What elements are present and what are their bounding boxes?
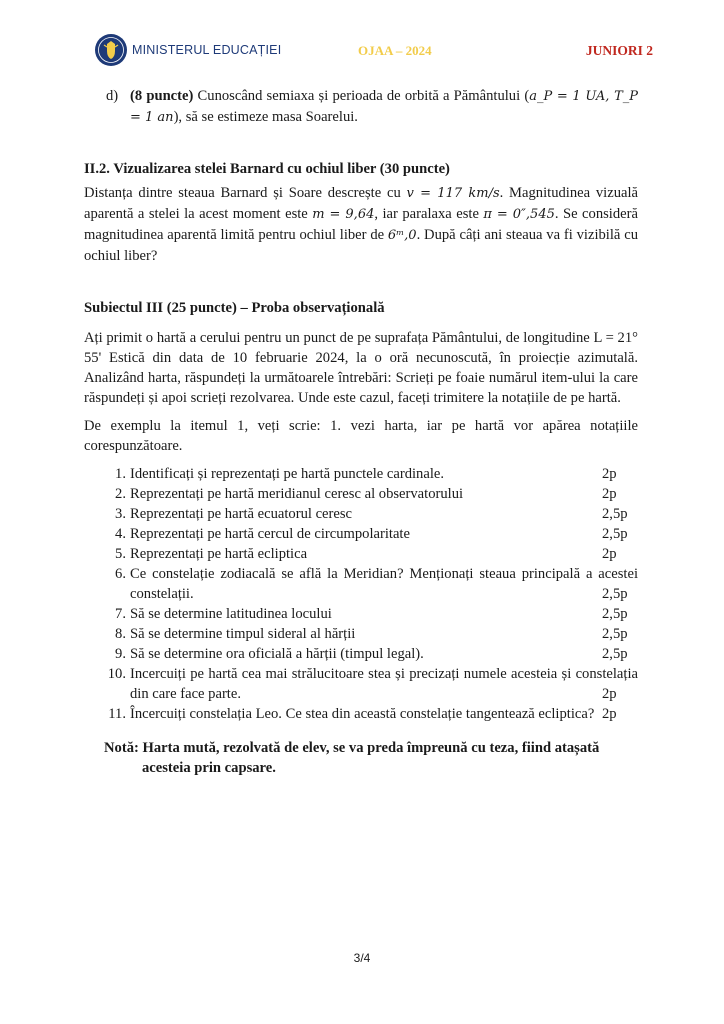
ii2-text-4: . Se consideră magnitudinea aparentă limită pentru ochiul liber de xyxy=(84,206,638,243)
item-points: (8 puncte) xyxy=(130,88,194,104)
ii2-magnitude: m = 9,64 xyxy=(312,207,375,222)
task-points: 2p xyxy=(602,486,617,502)
ii2-text-1: Distanța dintre steaua Barnard și Soare descrește cu xyxy=(84,185,407,201)
task-item xyxy=(84,564,638,604)
task-item xyxy=(84,464,638,484)
task-list xyxy=(84,464,638,724)
task-points: 2,5p xyxy=(602,526,628,542)
task-number: 11. xyxy=(108,706,126,722)
task-number: 10. xyxy=(107,666,126,682)
task-points: 2p xyxy=(602,706,617,722)
task-item xyxy=(84,604,638,624)
section-iii-intro: Ați primit o hartă a cerului pentru un punct de pe suprafața Pământului, de longitudine L = 21° 55' Estică din data de 10 februarie 2024, la o oră necunoscută, în proiecție azimutală. Analizând harta, răspundeți la următoarele întrebări: Scrieți pe foaie numărul item-ului la care răspundeți și apoi scrieți rezolvarea. Unde este cazul, faceți trimitere la notațiile de pe hartă. xyxy=(84,330,638,406)
ii2-velocity: v = 117 km/s xyxy=(406,186,500,201)
section-ii2-text xyxy=(84,183,638,266)
task-item xyxy=(84,524,638,544)
task-item xyxy=(84,484,638,504)
task-number: 6. xyxy=(115,566,126,582)
section-iii-example: De exemplu la itemul 1, veți scrie: 1. vezi harta, iar pe hartă vor apărea notațiile corespunzătoare. xyxy=(84,418,638,454)
task-item xyxy=(84,644,638,664)
task-number: 8. xyxy=(115,626,126,642)
page-content xyxy=(84,86,638,778)
task-points: 2,5p xyxy=(602,606,628,622)
ii2-parallax: π = 0″,545 xyxy=(483,207,555,222)
note-line-2: acesteia prin capsare. xyxy=(142,760,276,776)
ii2-text-3: , iar paralaxa este xyxy=(374,206,484,222)
ii2-limit: 6ᵐ,0 xyxy=(387,228,417,243)
item-text-1: Cunoscând semiaxa și perioada de orbită a Pământului ( xyxy=(193,88,530,104)
task-item xyxy=(84,504,638,524)
task-text: Reprezentați pe hartă ecuatorul ceresc xyxy=(130,506,353,522)
page-header xyxy=(90,30,653,70)
page-number: 3/4 xyxy=(353,951,371,965)
task-points: 2,5p xyxy=(602,506,628,522)
task-text: Încercuiți constelația Leo. Ce stea din această constelație tangentează ecliptica? xyxy=(130,706,595,722)
task-item xyxy=(84,624,638,644)
task-number: 1. xyxy=(115,466,126,482)
task-text: Reprezentați pe hartă ecliptica xyxy=(130,546,308,562)
olympiad-title: OJAA – 2024 xyxy=(358,43,432,58)
task-item xyxy=(84,704,638,724)
section-ii2-title: II.2. Vizualizarea stelei Barnard cu ochiul liber (30 puncte) xyxy=(84,161,450,177)
task-points: 2,5p xyxy=(602,626,628,642)
ministry-logo xyxy=(94,33,281,67)
task-number: 5. xyxy=(115,546,126,562)
ministry-name: MINISTERUL EDUCAȚIEI xyxy=(132,43,282,57)
task-number: 4. xyxy=(115,526,126,542)
task-number: 7. xyxy=(115,606,126,622)
coat-of-arms-icon xyxy=(94,33,128,67)
item-text-2: ), să se estimeze masa Soarelui. xyxy=(173,109,358,125)
task-points: 2p xyxy=(602,466,617,482)
item-math: a_P = 1 UA, T_P = 1 an xyxy=(130,89,638,125)
task-item xyxy=(84,664,638,704)
task-text: Incercuiți pe hartă cea mai strălucitoare stea și precizați numele acesteia și constelația din care face parte. xyxy=(130,666,638,702)
task-number: 3. xyxy=(115,506,126,522)
task-points: 2p xyxy=(602,686,617,702)
task-number: 2. xyxy=(115,486,126,502)
note xyxy=(84,738,638,778)
ii2-text-5: . După câți ani steaua va fi vizibilă cu ochiul liber? xyxy=(84,227,638,264)
task-text: Identificați și reprezentați pe hartă punctele cardinale. xyxy=(130,466,445,482)
item-d xyxy=(84,86,638,128)
task-text: Ce constelație zodiacală se află la Meridian? Menționați steaua principală a acestei constelații. xyxy=(130,566,638,602)
note-line-1: Notă: Harta mută, rezolvată de elev, se va preda împreună cu teza, fiind atașată xyxy=(104,740,600,756)
section-iii-title: Subiectul III (25 puncte) – Proba observațională xyxy=(84,300,385,316)
task-text: Reprezentați pe hartă meridianul ceresc al observatorului xyxy=(130,486,464,502)
ii2-text-2: . Magnitudinea vizuală aparentă a stelei la acest moment este xyxy=(84,185,639,222)
task-points: 2,5p xyxy=(602,646,628,662)
item-letter: d) xyxy=(106,88,119,104)
task-item xyxy=(84,544,638,564)
task-text: Să se determine timpul sideral al hărții xyxy=(130,626,356,642)
task-text: Să se determine latitudinea locului xyxy=(130,606,332,622)
task-points: 2p xyxy=(602,546,617,562)
task-text: Reprezentați pe hartă cercul de circumpolaritate xyxy=(130,526,410,542)
task-points: 2,5p xyxy=(602,586,628,602)
level-label: JUNIORI 2 xyxy=(585,43,653,58)
task-text: Să se determine ora oficială a hărții (timpul legal). xyxy=(130,646,424,662)
task-number: 9. xyxy=(115,646,126,662)
